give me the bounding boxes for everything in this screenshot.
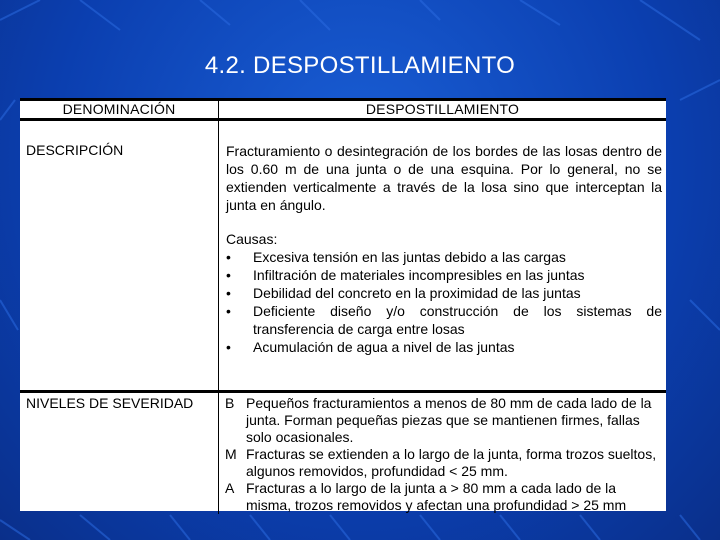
causes-section	[226, 230, 662, 356]
table-header-row	[20, 100, 666, 120]
bullet-icon: •	[226, 303, 231, 319]
cause-text: Debilidad del concreto en la proximidad de las juntas	[253, 285, 581, 301]
severity-text: Fracturas a lo largo de la junta a > 80 mm a cada lado de la misma, trozos removidos y afectan una profundidad > 25 mm	[246, 480, 627, 513]
list-item	[226, 338, 662, 356]
severity-text: Fracturas se extienden a lo largo de la junta, forma trozos sueltos, algunos removidos, profundidad < 25 mm.	[246, 446, 657, 479]
document-table	[20, 98, 666, 511]
table-row	[20, 392, 666, 515]
severity-label: NIVELES DE SEVERIDAD	[20, 392, 219, 515]
causes-title: Causas:	[226, 231, 278, 247]
cause-text: Excesiva tensión en las juntas debido a las cargas	[253, 249, 566, 265]
header-despostillamiento: DESPOSTILLAMIENTO	[219, 100, 667, 120]
description-label: DESCRIPCIÓN	[20, 120, 219, 392]
severity-key: B	[225, 395, 235, 411]
severity-text: Pequeños fracturamientos a menos de 80 mm de cada lado de la junta. Forman pequeñas piezas que se mantienen firmes, fallas solo ocasionales.	[246, 395, 652, 445]
description-cell	[219, 120, 667, 392]
list-item	[226, 266, 662, 284]
pavement-distress-table	[20, 98, 666, 514]
bullet-icon: •	[226, 267, 231, 283]
severity-cell	[219, 392, 667, 515]
list-item	[226, 248, 662, 266]
description-text: Fracturamiento o desintegración de los bordes de las losas dentro de los 0.60 m de una junta o de una esquina. Por lo general, no se extienden verticalmente a través de la losa sino que interceptan la junta en ángulo.	[226, 143, 662, 213]
bullet-icon: •	[226, 339, 231, 355]
list-item	[226, 284, 662, 302]
cause-text: Acumulación de agua a nivel de las juntas	[253, 339, 515, 355]
table-row	[20, 120, 666, 392]
slide-title: 4.2. DESPOSTILLAMIENTO	[204, 52, 516, 79]
cause-text: Deficiente diseño y/o construcción de los sistemas de transferencia de carga entre losas	[253, 303, 662, 337]
severity-key: A	[225, 480, 235, 496]
severity-item	[225, 395, 662, 446]
cause-text: Infiltración de materiales incompresibles en las juntas	[253, 267, 585, 283]
bullet-icon: •	[226, 285, 231, 301]
header-denominacion: DENOMINACIÓN	[20, 100, 219, 120]
severity-key: M	[225, 446, 237, 462]
list-item	[226, 302, 662, 338]
severity-item	[225, 446, 662, 480]
severity-item	[225, 480, 662, 514]
bullet-icon: •	[226, 249, 231, 265]
